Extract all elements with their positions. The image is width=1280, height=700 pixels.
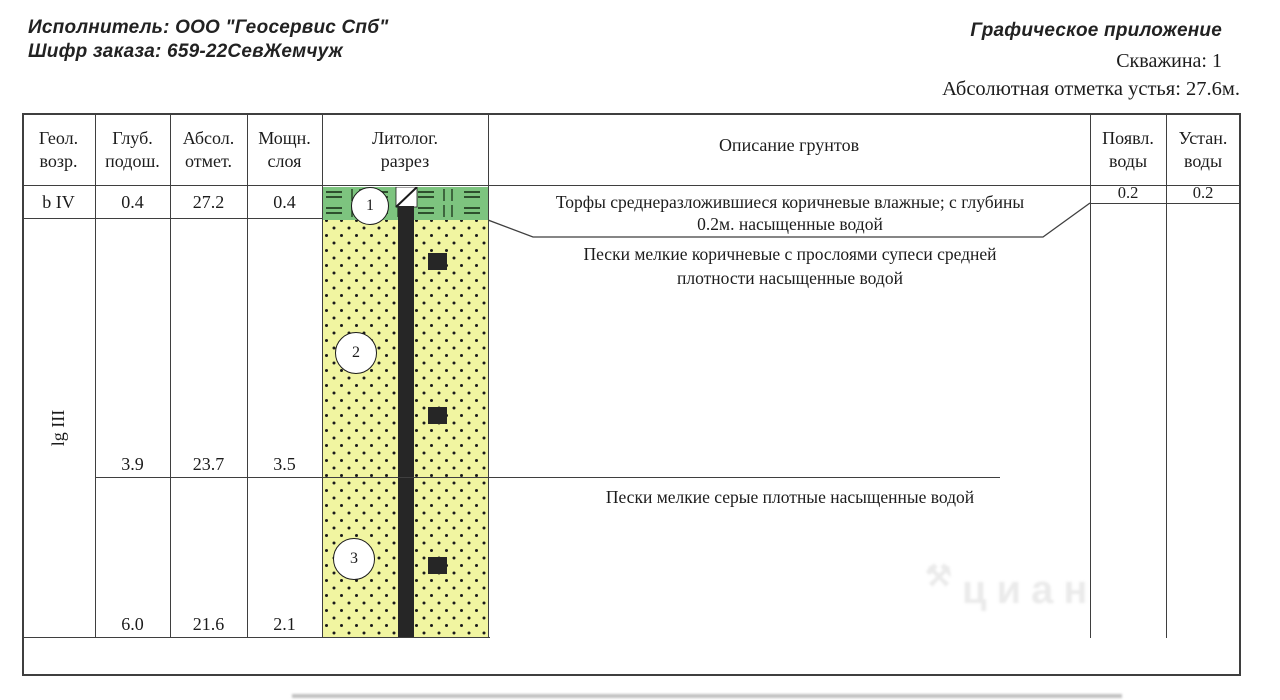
header-line: воды [1183, 151, 1223, 171]
sample-marker [428, 557, 447, 574]
layer-number-badge [351, 187, 389, 225]
header-order-code: Шифр заказа: 659-22СевЖемчуж [28, 41, 343, 62]
cell-geol-age-2: lg III [47, 409, 68, 447]
header-line: слоя [267, 151, 302, 171]
header-line: Появл. [1102, 128, 1154, 148]
header-executor: Исполнитель: ООО "Геосервис Спб" [28, 17, 389, 38]
water-level-line [1090, 203, 1240, 204]
header-line: воды [1108, 151, 1148, 171]
layer-3-number: 3 [350, 550, 358, 567]
cell-thickness-1: 0.4 [273, 191, 296, 212]
cell-abs-mark-1: 27.2 [192, 191, 225, 212]
cell-bottom-depth-3: 6.0 [121, 613, 144, 634]
description-layer2-line2: плотности насыщенные водой [677, 268, 903, 288]
column-header-water-appear [1090, 127, 1166, 173]
column-header-lithology [322, 127, 488, 173]
layer3-bottom-line [22, 637, 490, 638]
table-border-bottom [22, 674, 1241, 676]
header-line: Глуб. [112, 128, 153, 148]
scan-smudge [292, 694, 1122, 698]
header-line: Литолог. [371, 128, 439, 148]
borehole-shaft [398, 206, 414, 638]
layer2-bottom-line [95, 477, 1000, 478]
column-header-geol-age [22, 127, 95, 173]
description-layer3-line1: Пески мелкие серые плотные насыщенные водой [605, 487, 975, 507]
header-line: возр. [39, 151, 78, 171]
column-header-thickness [247, 127, 322, 173]
cell-bottom-depth-1: 0.4 [121, 191, 144, 212]
cell-bottom-depth-2: 3.9 [121, 453, 144, 474]
column-header-water-steady [1166, 127, 1240, 173]
cell-geol-age-1: b IV [42, 191, 75, 212]
grid-line [488, 113, 489, 638]
header-line: разрез [380, 151, 430, 171]
header-line: Описание грунтов [718, 134, 860, 155]
header-borehole-title: Скважина: 1 [1116, 50, 1222, 72]
sample-marker [428, 407, 447, 424]
layer-1-number: 1 [366, 197, 374, 214]
column-header-description [488, 125, 1090, 165]
description-layer1-line1: Торфы среднеразложившиеся коричневые влажные; с глубины [555, 192, 1025, 212]
sample-marker [428, 253, 447, 270]
watermark-text: циан [961, 568, 1098, 612]
description-layer2-line1: Пески мелкие коричневые с прослоями супеси средней [583, 244, 997, 264]
cell-thickness-2: 3.5 [273, 453, 296, 474]
layer-number-badge [333, 538, 375, 580]
cell-water-steady-1: 0.2 [1192, 182, 1214, 202]
layer-number-badge [335, 332, 377, 374]
table-border-top [22, 113, 1240, 115]
header-line: подош. [105, 151, 160, 171]
cell-abs-mark-3: 21.6 [192, 613, 225, 634]
grid-line [322, 113, 323, 638]
watermark [925, 560, 1155, 613]
header-separator-line [22, 185, 1240, 186]
layer1-bottom-line [22, 218, 322, 219]
column-header-abs-mark [170, 127, 247, 173]
layer-2-number: 2 [352, 344, 360, 361]
header-line: Мощн. [258, 128, 311, 148]
cell-water-appear-1: 0.2 [1117, 182, 1139, 202]
watermark-logo-icon: ⚒ [925, 560, 952, 593]
header-graphic-appendix: Графическое приложение [970, 20, 1222, 41]
header-line: Геол. [38, 128, 79, 148]
header-line: Устан. [1178, 128, 1228, 148]
cell-thickness-3: 2.1 [273, 613, 296, 634]
header-elevation: Абсолютная отметка устья: 27.6м. [942, 78, 1240, 100]
header-line: Абсол. [182, 128, 235, 148]
column-header-bottom-depth [95, 127, 170, 173]
description-layer1-line2: 0.2м. насыщенные водой [697, 214, 883, 234]
borehole-casing-icon [396, 187, 417, 207]
lithology-column [323, 187, 488, 638]
cell-abs-mark-2: 23.7 [192, 453, 225, 474]
header-line: отмет. [184, 151, 233, 171]
